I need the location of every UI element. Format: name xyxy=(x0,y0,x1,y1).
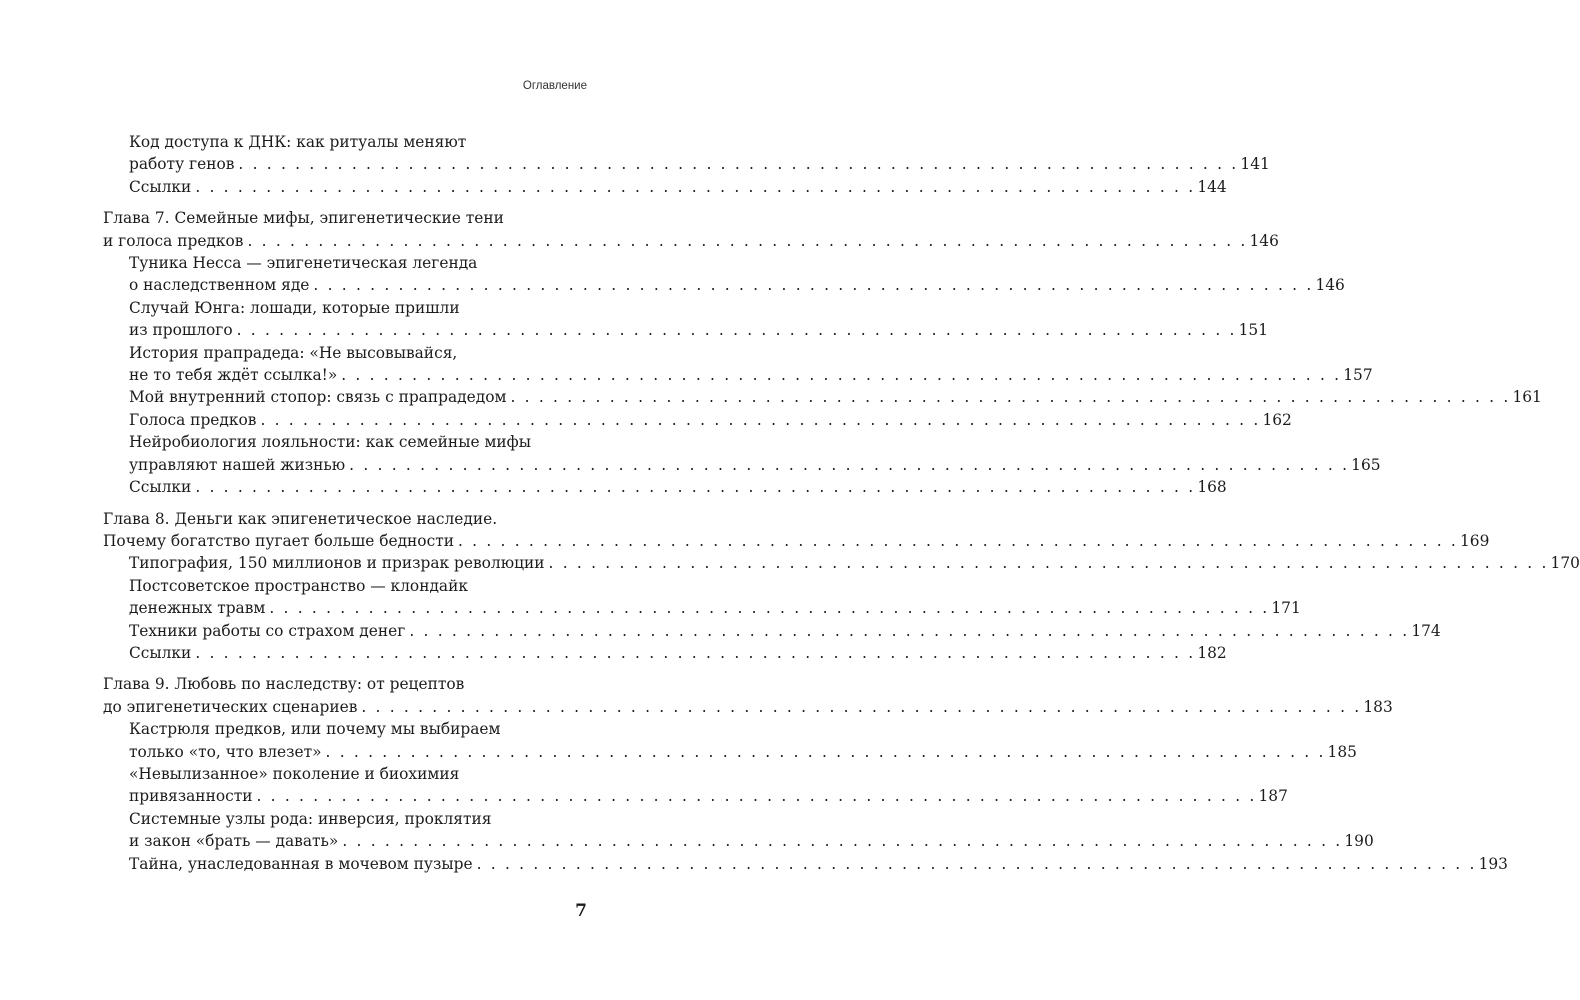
toc-entry[interactable] xyxy=(103,431,1381,476)
toc-entry[interactable] xyxy=(103,476,1227,498)
toc-entry[interactable] xyxy=(103,552,1580,574)
toc-entry[interactable] xyxy=(103,297,1269,342)
toc-entry-last-line xyxy=(129,741,1357,763)
toc-page-number: 169 xyxy=(1459,531,1490,550)
dot-leader: . . . . . . . . . . . . . . . . . . . . . . . . . . . . . . . . . . . . . . . . . . . . . . . . . . . . . . . . . . . . . . . . . . . . . . . xyxy=(260,410,1261,429)
toc-entry-title-line: о наследственном яде xyxy=(129,276,310,295)
toc-chapter-entry[interactable] xyxy=(103,207,1279,252)
toc-entry-last-line xyxy=(103,696,1393,718)
toc-entry-title-line: История прапрадеда: «Не высовывайся, xyxy=(129,343,458,362)
dot-leader: . . . . . . . . . . . . . . . . . . . . . . . . . . . . . . . . . . . . . . . . . . . . . . . . . . . . . . . . . . . . . . . . . . . . . . . xyxy=(247,231,1248,250)
dot-leader: . . . . . . . . . . . . . . . . . . . . . . . . . . . . . . . . . . . . . . . . . . . . . . . . . . . . . . . . . . . . . . . . . . . . . . . xyxy=(313,276,1314,295)
toc-entry-title-line: до эпигенетических сценариев xyxy=(103,697,358,716)
toc-entry-title-line: «Невылизанное» поколение и биохимия xyxy=(129,764,460,783)
toc-entry-last-line xyxy=(129,552,1580,574)
toc-page-number: 144 xyxy=(1197,177,1227,196)
dot-leader: . . . . . . . . . . . . . . . . . . . . . . . . . . . . . . . . . . . . . . . . . . . . . . . . . . . . . . . . . . . . . . . . . . . . . . . xyxy=(342,832,1343,851)
toc-entry[interactable] xyxy=(103,252,1345,297)
dot-leader: . . . . . . . . . . . . . . . . . . . . . . . . . . . . . . . . . . . . . . . . . . . . . . . . . . . . . . . . . . . . . . . . . . . . . . . xyxy=(361,697,1362,716)
toc-entry-title-line: Нейробиология лояльности: как семейные мифы xyxy=(129,433,531,452)
toc-entry-title-line: управляют нашей жизнью xyxy=(129,455,346,474)
toc-page-number: 146 xyxy=(1249,231,1279,250)
toc-entry-title-line: и голоса предков xyxy=(103,231,244,250)
dot-leader: . . . . . . . . . . . . . . . . . . . . . . . . . . . . . . . . . . . . . . . . . . . . . . . . . . . . . . . . . . . . . . . . . . . . . . . xyxy=(195,643,1196,662)
toc-entry[interactable] xyxy=(103,763,1288,808)
dot-leader: . . . . . . . . . . . . . . . . . . . . . . . . . . . . . . . . . . . . . . . . . . . . . . . . . . . . . . . . . . . . . . . . . . . . . . . xyxy=(236,321,1237,340)
dot-leader: . . . . . . . . . . . . . . . . . . . . . . . . . . . . . . . . . . . . . . . . . . . . . . . . . . . . . . . . . . . . . . . . . . . . . . . xyxy=(409,621,1410,640)
toc-entry-title-line: Туника Несса — эпигенетическая легенда xyxy=(129,254,478,273)
toc-entry-title-line: Голоса предков xyxy=(129,410,257,429)
toc-entry-last-line xyxy=(129,364,1373,386)
toc-entry-title-line: только «то, что влезет» xyxy=(129,742,322,761)
table-of-contents xyxy=(103,131,1580,875)
toc-page-number: 157 xyxy=(1343,366,1373,385)
toc-entry-last-line xyxy=(129,597,1301,619)
toc-entry-last-line xyxy=(129,642,1227,664)
toc-entry-last-line xyxy=(129,319,1269,341)
toc-entry-title-line: из прошлого xyxy=(129,321,233,340)
toc-page-number: 165 xyxy=(1351,455,1381,474)
toc-page-number: 161 xyxy=(1512,388,1542,407)
toc-entry[interactable] xyxy=(103,342,1373,387)
toc-entry-last-line xyxy=(129,785,1288,807)
toc-entry-title-line: и закон «брать — давать» xyxy=(129,832,339,851)
toc-entry-title-line: Системные узлы рода: инверсия, проклятия xyxy=(129,809,492,828)
toc-entry-title-line: Глава 7. Семейные мифы, эпигенетические тени xyxy=(103,209,504,228)
toc-entry-last-line xyxy=(129,153,1270,175)
toc-page-number: 171 xyxy=(1271,599,1301,618)
page-number: 7 xyxy=(575,901,587,921)
toc-page-number: 170 xyxy=(1550,554,1580,573)
toc-entry-title-line: не то тебя ждёт ссылка!» xyxy=(129,366,338,385)
toc-entry-last-line xyxy=(129,386,1542,408)
toc-entry-last-line xyxy=(129,620,1441,642)
toc-page-number: 146 xyxy=(1315,276,1345,295)
toc-entry[interactable] xyxy=(103,176,1227,198)
dot-leader: . . . . . . . . . . . . . . . . . . . . . . . . . . . . . . . . . . . . . . . . . . . . . . . . . . . . . . . . . . . . . . . . . . . . . . . xyxy=(269,599,1270,618)
toc-entry[interactable] xyxy=(103,718,1357,763)
toc-chapter-entry[interactable] xyxy=(103,673,1393,718)
toc-page-number: 168 xyxy=(1197,478,1227,497)
toc-page-number: 151 xyxy=(1238,321,1269,340)
toc-entry-last-line xyxy=(129,409,1292,431)
toc-entry[interactable] xyxy=(103,386,1542,408)
toc-entry[interactable] xyxy=(103,575,1301,620)
dot-leader: . . . . . . . . . . . . . . . . . . . . . . . . . . . . . . . . . . . . . . . . . . . . . . . . . . . . . . . . . . . . . . . . . . . . . . . xyxy=(476,854,1477,873)
toc-page-number: 185 xyxy=(1327,742,1357,761)
toc-entry-title-line: Кастрюля предков, или почему мы выбираем xyxy=(129,720,501,739)
toc-page-number: 174 xyxy=(1411,621,1441,640)
toc-entry-title-line: Случай Юнга: лошади, которые пришли xyxy=(129,298,460,317)
toc-entry[interactable] xyxy=(103,642,1227,664)
dot-leader: . . . . . . . . . . . . . . . . . . . . . . . . . . . . . . . . . . . . . . . . . . . . . . . . . . . . . . . . . . . . . . . . . . . . . . . xyxy=(510,388,1511,407)
toc-entry-title-line: Тайна, унаследованная в мочевом пузыре xyxy=(129,854,473,873)
dot-leader: . . . . . . . . . . . . . . . . . . . . . . . . . . . . . . . . . . . . . . . . . . . . . . . . . . . . . . . . . . . . . . . . . . . . . . . xyxy=(548,554,1549,573)
toc-page-number: 183 xyxy=(1363,697,1393,716)
toc-page-number: 187 xyxy=(1258,787,1288,806)
toc-entry-title-line: Код доступа к ДНК: как ритуалы меняют xyxy=(129,133,467,151)
toc-entry-title-line: Глава 8. Деньги как эпигенетическое наследие. xyxy=(103,509,498,528)
toc-entry-last-line xyxy=(129,176,1227,198)
toc-entry[interactable] xyxy=(103,620,1441,642)
toc-entry-title-line: Почему богатство пугает больше бедности xyxy=(103,531,454,550)
dot-leader: . . . . . . . . . . . . . . . . . . . . . . . . . . . . . . . . . . . . . . . . . . . . . . . . . . . . . . . . . . . . . . . . . . . . . . . xyxy=(195,177,1196,196)
toc-entry-title-line: Техники работы со страхом денег xyxy=(129,621,406,640)
toc-entry-last-line xyxy=(103,230,1279,252)
dot-leader: . . . . . . . . . . . . . . . . . . . . . . . . . . . . . . . . . . . . . . . . . . . . . . . . . . . . . . . . . . . . . . . . . . . . . . . xyxy=(238,155,1239,174)
toc-entry-title-line: Мой внутренний стопор: связь с прапрадедом xyxy=(129,388,507,407)
toc-entry-title-line: Ссылки xyxy=(129,478,192,497)
dot-leader: . . . . . . . . . . . . . . . . . . . . . . . . . . . . . . . . . . . . . . . . . . . . . . . . . . . . . . . . . . . . . . . . . . . . . . . xyxy=(457,531,1458,550)
toc-page-number: 182 xyxy=(1197,643,1227,662)
toc-entry-title-line: Ссылки xyxy=(129,177,192,196)
dot-leader: . . . . . . . . . . . . . . . . . . . . . . . . . . . . . . . . . . . . . . . . . . . . . . . . . . . . . . . . . . . . . . . . . . . . . . . xyxy=(341,366,1342,385)
toc-chapter-entry[interactable] xyxy=(103,508,1490,553)
toc-entry-last-line xyxy=(103,530,1490,552)
toc-entry-last-line xyxy=(129,853,1508,875)
toc-entry[interactable] xyxy=(103,131,1270,176)
toc-entry-title-line: привязанности xyxy=(129,787,253,806)
toc-entry-title-line: Глава 9. Любовь по наследству: от рецептов xyxy=(103,675,465,694)
running-header: Оглавление xyxy=(522,80,587,92)
toc-page-number: 141 xyxy=(1240,155,1270,174)
toc-entry-title-line: работу генов xyxy=(129,155,235,174)
toc-entry-last-line xyxy=(129,454,1381,476)
toc-entry-title-line: денежных травм xyxy=(129,599,266,618)
dot-leader: . . . . . . . . . . . . . . . . . . . . . . . . . . . . . . . . . . . . . . . . . . . . . . . . . . . . . . . . . . . . . . . . . . . . . . . xyxy=(256,787,1257,806)
toc-page-number: 193 xyxy=(1478,854,1508,873)
toc-entry-title-line: Ссылки xyxy=(129,643,192,662)
toc-page-number: 162 xyxy=(1262,410,1292,429)
toc-entry-title-line: Постсоветское пространство — клондайк xyxy=(129,576,468,595)
toc-entry-last-line xyxy=(129,476,1227,498)
toc-entry[interactable] xyxy=(103,808,1374,853)
dot-leader: . . . . . . . . . . . . . . . . . . . . . . . . . . . . . . . . . . . . . . . . . . . . . . . . . . . . . . . . . . . . . . . . . . . . . . . xyxy=(195,478,1196,497)
toc-entry-last-line xyxy=(129,274,1345,296)
dot-leader: . . . . . . . . . . . . . . . . . . . . . . . . . . . . . . . . . . . . . . . . . . . . . . . . . . . . . . . . . . . . . . . . . . . . . . . xyxy=(349,455,1350,474)
toc-entry[interactable] xyxy=(103,409,1292,431)
toc-entry-last-line xyxy=(129,830,1374,852)
toc-page-number: 190 xyxy=(1344,832,1374,851)
toc-entry-title-line: Типография, 150 миллионов и призрак революции xyxy=(129,554,545,573)
dot-leader: . . . . . . . . . . . . . . . . . . . . . . . . . . . . . . . . . . . . . . . . . . . . . . . . . . . . . . . . . . . . . . . . . . . . . . . xyxy=(325,742,1326,761)
toc-entry[interactable] xyxy=(103,853,1508,875)
